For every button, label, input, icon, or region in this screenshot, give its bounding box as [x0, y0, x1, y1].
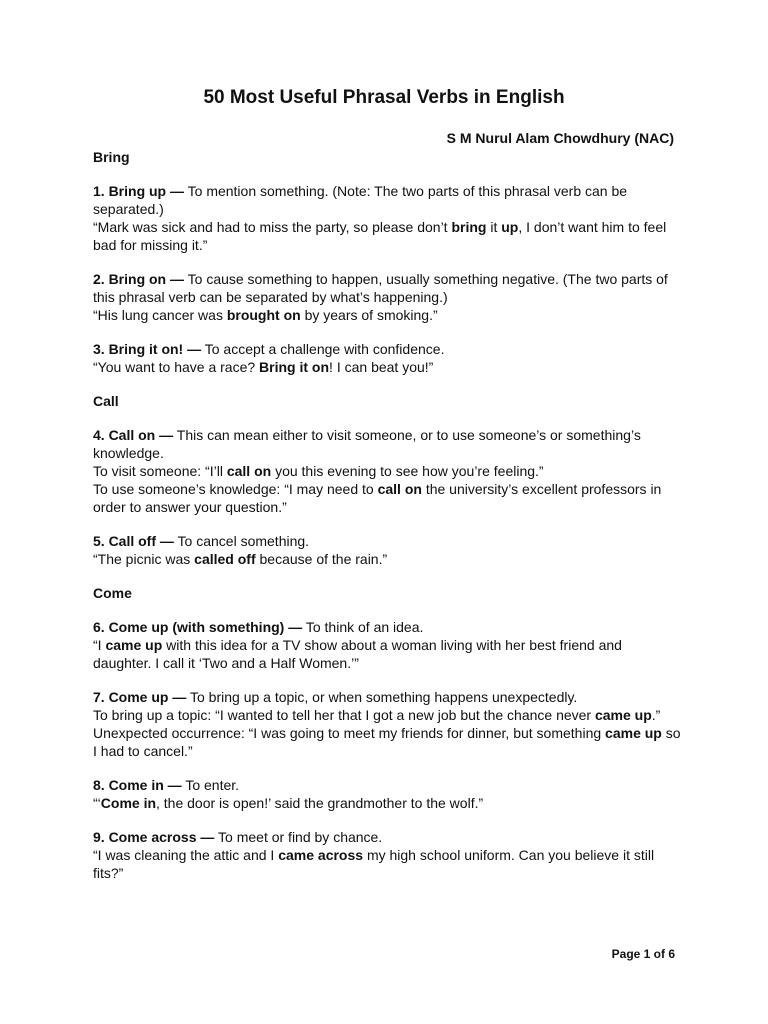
entry-example: [93, 706, 683, 724]
entry-example: [93, 306, 683, 324]
phrasal-verb-highlight: came across: [278, 847, 364, 863]
entry-term: 7. Come up —: [93, 689, 187, 705]
entry-example: [93, 462, 683, 480]
example-text: “I: [93, 637, 106, 653]
phrasal-verb-highlight: Come in: [100, 795, 157, 811]
entry-definition-line: [93, 532, 683, 550]
phrasal-verb-highlight: call on: [377, 481, 422, 497]
phrasal-verb-entry: [93, 532, 683, 568]
entry-definition: To enter.: [181, 777, 240, 793]
example-text: To use someone’s knowledge: “I may need to: [93, 481, 378, 497]
phrasal-verb-highlight: came up: [605, 725, 662, 741]
example-text: , I don’t want him to feel bad for missing it.”: [93, 219, 667, 253]
entry-definition-line: [93, 340, 683, 358]
page-number: Page 1 of 6: [611, 947, 675, 961]
entry-definition: To think of an idea.: [302, 619, 424, 635]
entry-definition: This can mean either to visit someone, or to use someone’s or something’s knowledge.: [93, 427, 641, 461]
phrasal-verb-highlight: bring: [451, 219, 487, 235]
phrasal-verb-highlight: up: [501, 219, 519, 235]
phrasal-verb-highlight: Bring it on: [259, 359, 330, 375]
entry-term: 1. Bring up —: [93, 183, 184, 199]
entry-definition: To mention something. (Note: The two parts of this phrasal verb can be separated.): [93, 183, 628, 217]
entry-definition: To meet or find by chance.: [214, 829, 383, 845]
entry-definition-line: [93, 776, 683, 794]
phrasal-verb-highlight: came up: [594, 707, 652, 723]
entry-example: [93, 550, 683, 568]
entry-definition: To cancel something.: [173, 533, 310, 549]
entry-example: [93, 358, 683, 376]
example-text: To bring up a topic: “I wanted to tell her that I got a new job but the chance never: [93, 707, 595, 723]
phrasal-verb-entry: [93, 618, 683, 672]
example-text: so I had to cancel.”: [93, 725, 681, 759]
author-name: S M Nurul Alam Chowdhury (NAC): [446, 130, 674, 146]
example-text: because of the rain.”: [255, 551, 388, 567]
entry-definition-line: [93, 270, 683, 306]
phrasal-verb-entry: [93, 270, 683, 324]
entry-term: 5. Call off —: [93, 533, 174, 549]
document-body: [93, 148, 683, 898]
phrasal-verb-entry: [93, 426, 683, 516]
entry-definition-line: [93, 426, 683, 462]
example-text: “The picnic was: [93, 551, 195, 567]
entry-term: 2. Bring on —: [93, 271, 184, 287]
phrasal-verb-highlight: brought on: [226, 307, 301, 323]
section-heading: Come: [93, 585, 132, 601]
entry-example: [93, 480, 683, 516]
entry-definition-line: [93, 688, 683, 706]
example-text: it: [486, 219, 502, 235]
phrasal-verb-highlight: came up: [105, 637, 163, 653]
entry-term: 3. Bring it on! —: [93, 341, 202, 357]
example-text: , the door is open!’ said the grandmother to the wolf.”: [156, 795, 484, 811]
example-text: “You want to have a race?: [93, 359, 260, 375]
entry-example: [93, 636, 683, 672]
phrasal-verb-entry: [93, 340, 683, 376]
entry-definition: To accept a challenge with confidence.: [201, 341, 445, 357]
entry-definition-line: [93, 828, 683, 846]
example-text: “His lung cancer was: [93, 307, 227, 323]
example-text: To visit someone: “I’ll: [93, 463, 227, 479]
example-text: “Mark was sick and had to miss the party, so please don’t: [93, 219, 452, 235]
entry-example: [93, 724, 683, 760]
entry-example: [93, 218, 683, 254]
example-text: you this evening to see how you’re feeling.”: [271, 463, 544, 479]
phrasal-verb-entry: [93, 688, 683, 760]
example-text: Unexpected occurrence: “I was going to meet my friends for dinner, but something: [93, 725, 606, 741]
entry-definition: To bring up a topic, or when something happens unexpectedly.: [186, 689, 578, 705]
entry-term: 9. Come across —: [93, 829, 215, 845]
example-text: ! I can beat you!”: [329, 359, 434, 375]
entry-definition-line: [93, 182, 683, 218]
phrasal-verb-entry: [93, 828, 683, 882]
phrasal-verb-highlight: called off: [194, 551, 256, 567]
entry-term: 8. Come in —: [93, 777, 182, 793]
example-text: with this idea for a TV show about a woman living with her best friend and daughter. I call it ‘Two and a Half Women.’”: [93, 637, 622, 671]
entry-term: 4. Call on —: [93, 427, 174, 443]
example-text: .”: [651, 707, 661, 723]
entry-term: 6. Come up (with something) —: [93, 619, 303, 635]
entry-example: [93, 794, 683, 812]
example-text: the university’s excellent professors in order to answer your question.”: [93, 481, 662, 515]
document-title: 50 Most Useful Phrasal Verbs in English: [203, 87, 565, 108]
example-text: by years of smoking.”: [300, 307, 438, 323]
example-text: my high school uniform. Can you believe it still fits?”: [93, 847, 655, 881]
phrasal-verb-entry: [93, 182, 683, 254]
phrasal-verb-highlight: call on: [226, 463, 272, 479]
example-text: “I was cleaning the attic and I: [93, 847, 279, 863]
entry-definition: To cause something to happen, usually something negative. (The two parts of this phrasal verb can be separated by what’s happening.): [93, 271, 668, 305]
entry-example: [93, 846, 683, 882]
section-heading: Call: [93, 393, 119, 409]
section-heading: Bring: [93, 149, 130, 165]
phrasal-verb-entry: [93, 776, 683, 812]
entry-definition-line: [93, 618, 683, 636]
example-text: “‘: [93, 795, 101, 811]
